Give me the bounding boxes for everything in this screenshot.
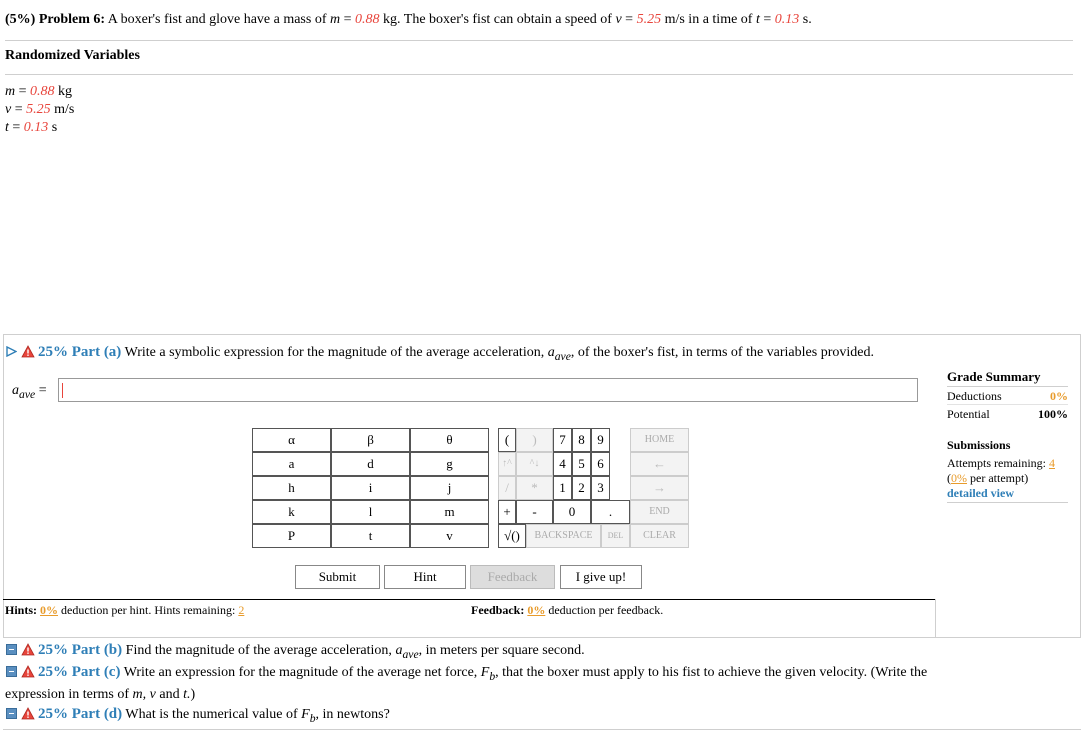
- answer-input[interactable]: [58, 378, 918, 402]
- collapse-icon[interactable]: [6, 644, 17, 655]
- per-attempt-pct: 0%: [951, 471, 967, 485]
- warning-icon: [21, 643, 35, 656]
- feedback-text: deduction per feedback.: [548, 603, 664, 617]
- var-value: 0.88: [30, 84, 55, 99]
- hints-feedback-vertical: [935, 599, 936, 638]
- var-unit: m/s: [54, 102, 75, 117]
- key-a[interactable]: a: [252, 452, 331, 476]
- v-symbol: v: [615, 12, 622, 27]
- key-end[interactable]: END: [630, 500, 689, 524]
- hints-feedback-divider: [3, 599, 936, 600]
- v-unit-text: m/s in a time of: [664, 12, 753, 27]
- randomized-heading: Randomized Variables: [5, 48, 140, 63]
- var-unit: kg: [58, 84, 73, 99]
- key-8[interactable]: 8: [572, 428, 591, 452]
- var-symbol: v: [5, 102, 12, 117]
- key-plus[interactable]: +: [498, 500, 516, 524]
- feedback-label: Feedback:: [471, 603, 525, 617]
- hints-remaining: 2: [238, 603, 245, 617]
- part-a-percent: 25% Part (a): [38, 344, 122, 360]
- var-symbol: m: [5, 84, 16, 99]
- var-symbol: t: [5, 120, 9, 135]
- key-i[interactable]: i: [331, 476, 410, 500]
- per-attempt-row: [947, 471, 1068, 486]
- part-d-percent: 25% Part (d): [38, 706, 123, 722]
- key-left-arrow[interactable]: ←: [630, 452, 689, 476]
- key-backspace[interactable]: BACKSPACE: [526, 524, 601, 548]
- part-b-title[interactable]: [6, 642, 585, 661]
- key-sqrt[interactable]: √(): [498, 524, 526, 548]
- part-c-close: ): [190, 687, 196, 702]
- part-a-text: Write a symbolic expression for the magnitude of the average acceleration,: [124, 345, 545, 360]
- F-symbol: F: [480, 665, 490, 680]
- hint-button[interactable]: Hint: [384, 565, 466, 589]
- part-c-text-end: , that the boxer must apply to his fist to achieve the given velocity. (Write the: [495, 665, 928, 680]
- key-star[interactable]: *: [516, 476, 553, 500]
- part-c-t: t.: [183, 687, 191, 702]
- key-close-paren[interactable]: ): [516, 428, 553, 452]
- part-c-and: and: [159, 687, 180, 702]
- key-clear[interactable]: CLEAR: [630, 524, 689, 548]
- potential-value: 100%: [1038, 407, 1068, 421]
- key-j[interactable]: j: [410, 476, 489, 500]
- problem-label: Problem 6:: [38, 12, 106, 27]
- key-minus[interactable]: -: [516, 500, 553, 524]
- key-up-down[interactable]: ^↓: [516, 452, 553, 476]
- feedback-button[interactable]: Feedback: [470, 565, 555, 589]
- equals: =: [343, 12, 352, 27]
- part-b-text: Find the magnitude of the average acceleration,: [125, 643, 392, 658]
- part-d-text: What is the numerical value of: [125, 707, 298, 722]
- v-value: 5.25: [636, 12, 662, 27]
- part-c-text: Write an expression for the magnitude of the average net force,: [123, 665, 478, 680]
- answer-label: [12, 383, 47, 401]
- b-subscript: b: [309, 711, 316, 725]
- part-c-percent: 25% Part (c): [38, 664, 121, 680]
- ave-subscript: ave: [402, 647, 419, 661]
- randomized-var-t: t = 0.13 s: [5, 120, 58, 135]
- key-slash[interactable]: /: [498, 476, 516, 500]
- give-up-button[interactable]: I give up!: [560, 565, 642, 589]
- key-beta[interactable]: β: [331, 428, 410, 452]
- grade-summary: [947, 369, 1068, 503]
- key-6[interactable]: 6: [591, 452, 610, 476]
- detailed-view-link[interactable]: detailed view: [947, 486, 1068, 503]
- key-g[interactable]: g: [410, 452, 489, 476]
- key-7[interactable]: 7: [553, 428, 572, 452]
- problem-statement: [5, 12, 812, 28]
- m-symbol: m: [330, 12, 341, 27]
- part-c-vars: m, v: [132, 687, 156, 702]
- key-v[interactable]: v: [410, 524, 489, 548]
- key-1[interactable]: 1: [553, 476, 572, 500]
- feedback-info: [471, 603, 663, 618]
- randomized-var-m: m = 0.88 kg: [5, 84, 73, 99]
- part-c-line2-text: expression in terms of: [5, 687, 130, 702]
- m-value: 0.88: [355, 12, 380, 27]
- key-9[interactable]: 9: [591, 428, 610, 452]
- attempts-row: [947, 456, 1068, 471]
- potential-row: [947, 407, 1068, 422]
- collapse-icon[interactable]: [6, 666, 17, 677]
- paren-open: (: [947, 471, 951, 485]
- hints-text: deduction per hint. Hints remaining:: [61, 603, 236, 617]
- deductions-label: Deductions: [947, 389, 1002, 403]
- key-del[interactable]: DEL: [601, 524, 630, 548]
- m-unit-text: kg. The boxer's fist can obtain a speed of: [383, 12, 612, 27]
- submissions-title: Submissions: [947, 438, 1011, 452]
- key-m[interactable]: m: [410, 500, 489, 524]
- part-b-percent: 25% Part (b): [38, 642, 123, 658]
- key-5[interactable]: 5: [572, 452, 591, 476]
- var-unit: s: [51, 120, 58, 135]
- problem-weight: (5%): [5, 12, 36, 27]
- b-subscript: b: [489, 669, 496, 683]
- per-attempt-text: per attempt): [970, 471, 1029, 485]
- ave-subscript: ave: [19, 387, 36, 401]
- key-up[interactable]: ↑^: [498, 452, 516, 476]
- key-3[interactable]: 3: [591, 476, 610, 500]
- key-dot[interactable]: .: [591, 500, 630, 524]
- feedback-pct: 0%: [527, 603, 546, 617]
- part-d-text-end: , in newtons?: [315, 707, 390, 722]
- part-a-title: [6, 344, 874, 363]
- hints-info: [5, 603, 244, 618]
- key-theta[interactable]: θ: [410, 428, 489, 452]
- attempts-value: 4: [1048, 456, 1055, 470]
- submit-button[interactable]: Submit: [295, 565, 380, 589]
- t-value: 0.13: [774, 12, 800, 27]
- deductions-row: [947, 389, 1068, 405]
- hints-pct: 0%: [40, 603, 59, 617]
- key-d[interactable]: d: [331, 452, 410, 476]
- text-cursor: [62, 383, 63, 398]
- key-P[interactable]: P: [252, 524, 331, 548]
- warning-icon: [21, 345, 35, 358]
- t-symbol: t: [755, 12, 760, 27]
- key-home[interactable]: HOME: [630, 428, 689, 452]
- hints-label: Hints:: [5, 603, 38, 617]
- var-value: 0.13: [23, 120, 49, 135]
- a-symbol: a: [547, 345, 555, 360]
- a-symbol: a: [12, 383, 19, 398]
- grade-summary-title: Grade Summary: [947, 369, 1068, 387]
- part-d-title[interactable]: [6, 706, 390, 725]
- part-b-text-end: , in meters per square second.: [418, 643, 585, 658]
- ave-subscript: ave: [554, 349, 571, 363]
- key-4[interactable]: 4: [553, 452, 572, 476]
- randomized-var-v: v = 5.25 m/s: [5, 102, 75, 117]
- equals: =: [625, 12, 634, 27]
- key-0[interactable]: 0: [553, 500, 591, 524]
- expand-triangle-icon[interactable]: [6, 346, 17, 357]
- a-symbol: a: [395, 643, 403, 658]
- key-l[interactable]: l: [331, 500, 410, 524]
- warning-icon: [21, 707, 35, 720]
- var-value: 5.25: [26, 102, 51, 117]
- part-a-text-end: , of the boxer's fist, in terms of the variables provided.: [570, 345, 874, 360]
- deductions-value: 0%: [1050, 389, 1068, 403]
- F-symbol: F: [301, 707, 310, 722]
- key-2[interactable]: 2: [572, 476, 591, 500]
- key-h[interactable]: h: [252, 476, 331, 500]
- key-open-paren[interactable]: (: [498, 428, 516, 452]
- potential-label: Potential: [947, 407, 990, 421]
- key-right-arrow[interactable]: →: [630, 476, 689, 500]
- equals: =: [763, 12, 772, 27]
- collapse-icon[interactable]: [6, 708, 17, 719]
- problem-text: A boxer's fist and glove have a mass of: [107, 12, 327, 27]
- t-unit-text: s.: [802, 12, 812, 27]
- key-k[interactable]: k: [252, 500, 331, 524]
- key-alpha[interactable]: α: [252, 428, 331, 452]
- part-c-line2: [5, 687, 195, 703]
- key-t[interactable]: t: [331, 524, 410, 548]
- part-c-title[interactable]: [6, 664, 927, 683]
- equals: =: [38, 383, 47, 398]
- warning-icon: [21, 665, 35, 678]
- attempts-label: Attempts remaining:: [947, 456, 1046, 470]
